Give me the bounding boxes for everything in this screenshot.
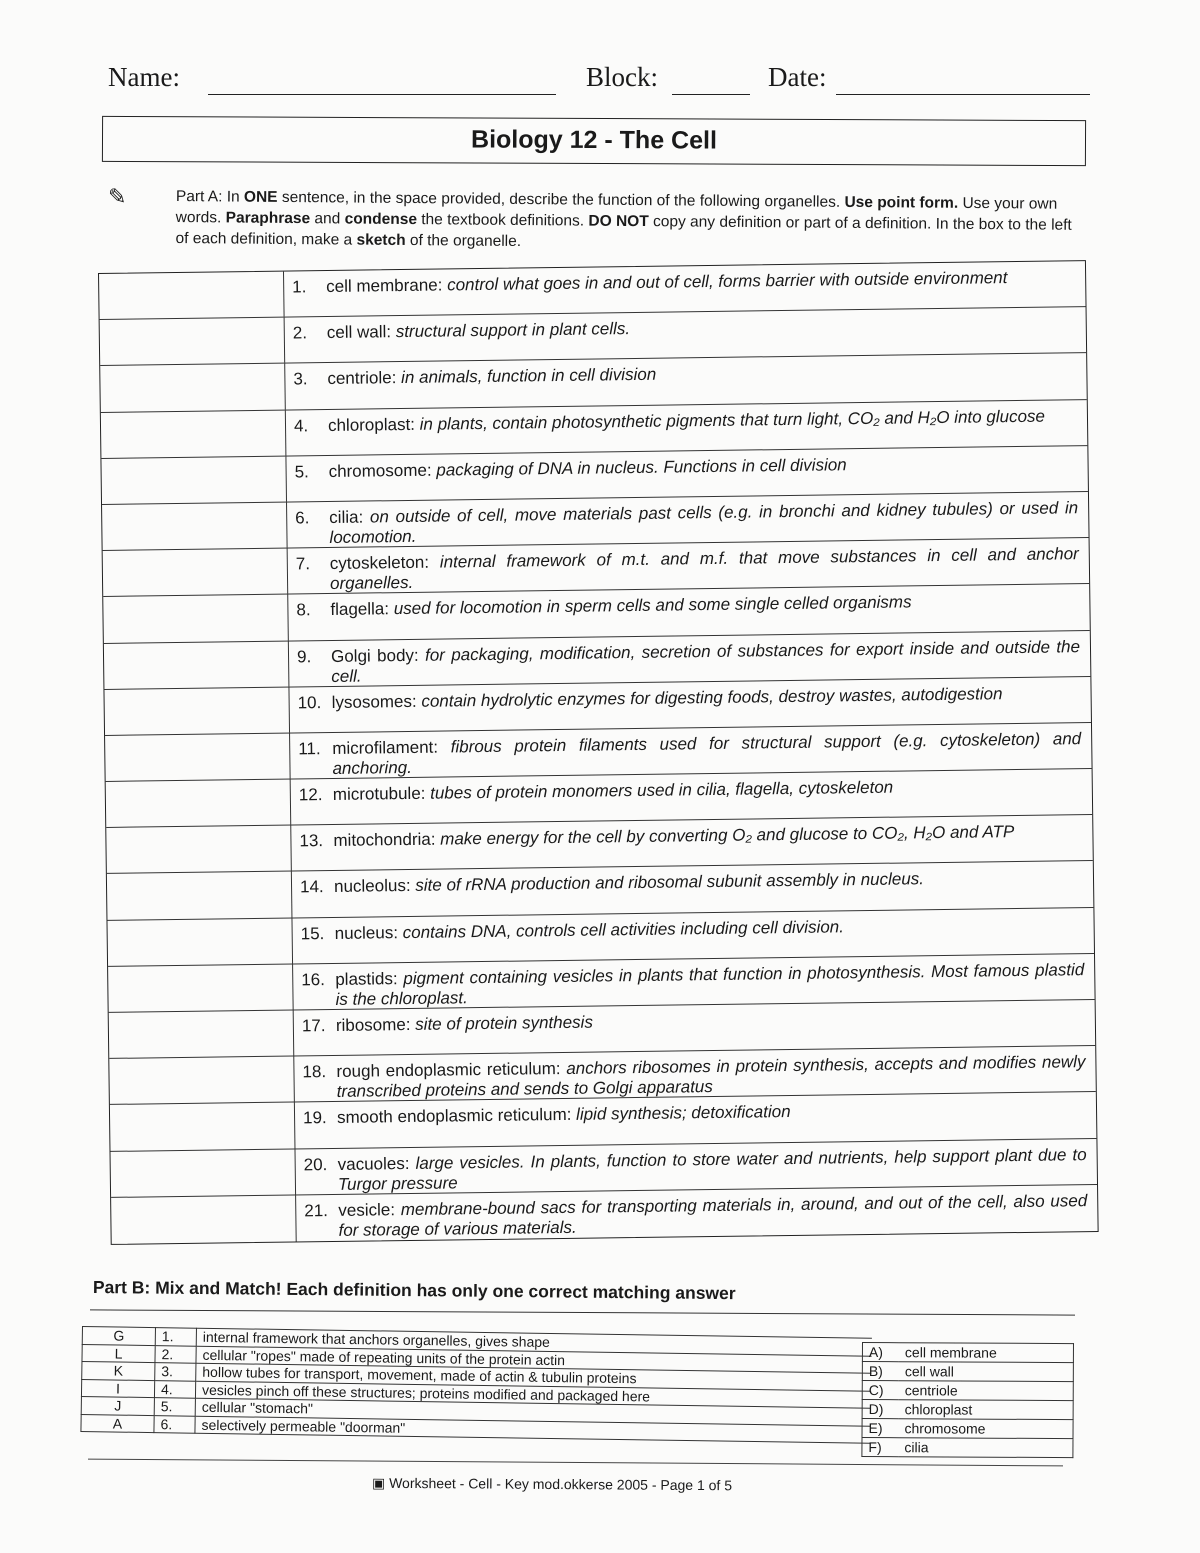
- definition-text: [338, 1191, 1087, 1241]
- title-box: [102, 116, 1086, 166]
- organelle-term: cytoskeleton:: [329, 552, 440, 574]
- option-row: [862, 1362, 1073, 1382]
- pencil-icon: ✎: [108, 184, 127, 209]
- answer-cell[interactable]: K: [82, 1362, 155, 1381]
- sketch-box[interactable]: [100, 318, 286, 366]
- option-letter: D): [862, 1400, 899, 1419]
- item-number: 3.: [155, 1363, 196, 1381]
- organelle-table: [98, 260, 1099, 1245]
- sketch-box[interactable]: [109, 1057, 295, 1105]
- sketch-box[interactable]: [108, 964, 294, 1012]
- sketch-box[interactable]: [103, 549, 289, 597]
- option-row: [862, 1419, 1073, 1439]
- organelle-definition: site of rRNA production and ribosomal subunit assembly in nucleus.: [415, 869, 925, 896]
- definition-cell: [296, 1185, 1098, 1242]
- item-number: 1.: [155, 1328, 196, 1346]
- worksheet-icon: ▣: [371, 1474, 386, 1491]
- item-number: 16.: [301, 969, 326, 990]
- answer-cell[interactable]: A: [81, 1414, 154, 1433]
- footer-text: Worksheet - Cell - Key mod.okkerse 2005 - Page 1 of 5: [389, 1474, 733, 1494]
- organelle-term: cell membrane:: [326, 275, 448, 297]
- item-number: 6.: [295, 508, 310, 528]
- match-definition: cellular "stomach": [195, 1398, 871, 1426]
- organelle-term: mitochondria:: [333, 829, 441, 851]
- match-definition: vesicles pinch off these structures; proteins modified and packaged here: [195, 1381, 871, 1409]
- organelle-definition: on outside of cell, move materials past cells (e.g. in bronchi and kidney tubules) or used in locomotion.: [329, 498, 1079, 547]
- item-number: 20.: [303, 1154, 328, 1174]
- organelle-term: microtubule:: [332, 783, 431, 805]
- organelle-term: smooth endoplasmic reticulum:: [336, 1105, 577, 1128]
- option-label: chromosome: [898, 1419, 1073, 1439]
- organelle-definition: internal framework of m.t. and m.f. that move substances in cell and anchor organelles.: [329, 544, 1079, 594]
- organelle-definition: packaging of DNA in nucleus. Functions in cell division: [436, 454, 847, 480]
- organelle-term: chromosome:: [328, 460, 437, 481]
- organelle-definition: make energy for the cell by converting O₂ and glucose to CO₂, H₂O and ATP: [440, 822, 1015, 849]
- instr-text: the textbook definitions.: [416, 211, 589, 230]
- organelle-definition: used for locomotion in sperm cells and some single celled organisms: [393, 592, 912, 619]
- organelle-definition: tubes of protein monomers used in cilia, flagella, cytoskeleton: [430, 777, 894, 803]
- instr-text: sentence, in the space provided, describe the function of the following organelles.: [277, 188, 845, 211]
- divider: [90, 1309, 1075, 1315]
- item-number: 21.: [304, 1200, 329, 1221]
- match-definitions-table: [80, 1326, 871, 1444]
- item-number: 12.: [298, 785, 323, 805]
- organelle-definition: in animals, function in cell division: [400, 365, 657, 388]
- header: [108, 62, 1100, 106]
- item-number: 5.: [154, 1398, 195, 1416]
- option-letter: B): [862, 1362, 899, 1381]
- match-definition: cellular "ropes" made of repeating units of the protein actin: [196, 1346, 872, 1374]
- organelle-term: plastids:: [335, 968, 404, 989]
- instr-text: and: [310, 210, 345, 228]
- sketch-box[interactable]: [110, 1149, 296, 1197]
- organelle-term: rough endoplasmic reticulum:: [336, 1059, 567, 1082]
- sketch-box[interactable]: [105, 733, 291, 781]
- item-number: 2.: [292, 323, 308, 343]
- block-label: Block:: [586, 62, 658, 92]
- instructions: [175, 186, 1080, 257]
- item-number: 10.: [297, 692, 322, 713]
- option-letter: C): [862, 1381, 899, 1400]
- item-number: 13.: [299, 831, 324, 851]
- organelle-term: centriole:: [327, 368, 402, 389]
- organelle-term: nucleus:: [334, 922, 403, 943]
- answer-cell[interactable]: J: [81, 1396, 154, 1415]
- item-number: 15.: [300, 923, 325, 944]
- item-number: 3.: [293, 369, 308, 389]
- option-letter: A): [862, 1343, 899, 1362]
- name-field[interactable]: [208, 94, 556, 95]
- option-label: cell membrane: [899, 1343, 1074, 1363]
- sketch-box[interactable]: [100, 364, 286, 412]
- organelle-term: flagella:: [330, 599, 394, 620]
- organelle-definition: site of protein synthesis: [415, 1012, 594, 1034]
- organelle-term: vacuoles:: [337, 1153, 416, 1174]
- instr-emph: Use point form.: [844, 193, 959, 212]
- organelle-definition: membrane-bound sacs for transporting materials in, around, and out of the cell, also used for storage of various materials.: [338, 1190, 1088, 1240]
- sketch-box[interactable]: [107, 918, 293, 966]
- name-label: Name:: [108, 62, 180, 92]
- option-row: [862, 1400, 1073, 1420]
- organelle-definition: lipid synthesis; detoxification: [575, 1102, 791, 1125]
- organelle-term: Golgi body:: [330, 645, 426, 666]
- answer-cell[interactable]: L: [82, 1344, 155, 1363]
- part-b-heading: Part B: Mix and Match! Each definition has only one correct matching answer: [92, 1277, 736, 1304]
- block-field[interactable]: [672, 94, 750, 95]
- item-number: 1.: [292, 277, 307, 297]
- option-letter: F): [862, 1438, 899, 1457]
- organelle-definition: structural support in plant cells.: [395, 319, 631, 342]
- option-label: cilia: [898, 1438, 1073, 1458]
- match-options-table: [861, 1342, 1074, 1458]
- sketch-box[interactable]: [101, 410, 287, 458]
- sketch-box[interactable]: [102, 502, 288, 550]
- option-row: [862, 1343, 1073, 1363]
- organelle-definition: control what goes in and out of cell, forms barrier with outside environment: [446, 268, 1008, 295]
- sketch-box[interactable]: [104, 687, 290, 735]
- footer: [372, 1475, 732, 1495]
- sketch-box[interactable]: [104, 641, 290, 689]
- instr-emph: condense: [344, 210, 418, 229]
- item-number: 4.: [154, 1380, 195, 1398]
- item-number: 17.: [301, 1016, 326, 1036]
- footer-divider: [88, 1459, 1063, 1467]
- sketch-box[interactable]: [107, 872, 293, 920]
- organelle-term: ribosome:: [335, 1014, 416, 1035]
- match-definition: internal framework that anchors organelles, gives shape: [196, 1328, 872, 1356]
- organelle-definition: for packaging, modification, secretion of substances for export inside and outside the cell.: [331, 636, 1081, 686]
- instr-emph: Paraphrase: [225, 209, 311, 228]
- organelle-definition: pigment containing vesicles in plants that function in photosynthesis. Most famous plastid is the chloroplast.: [335, 959, 1085, 1009]
- sketch-box[interactable]: [101, 456, 287, 504]
- organelle-definition: contains DNA, controls cell activities including cell division.: [402, 916, 845, 942]
- organelle-term: lysosomes:: [331, 691, 422, 712]
- sketch-box[interactable]: [110, 1103, 296, 1151]
- item-number: 2.: [155, 1345, 196, 1363]
- sketch-box[interactable]: [99, 272, 285, 320]
- item-number: 19.: [302, 1108, 327, 1128]
- item-number: 18.: [302, 1062, 327, 1082]
- item-number: 7.: [295, 554, 311, 574]
- organelle-term: cell wall:: [326, 322, 396, 343]
- instr-text: Use your own words.: [175, 194, 1058, 227]
- sketch-box[interactable]: [106, 826, 292, 874]
- date-field[interactable]: [836, 94, 1090, 95]
- item-number: 4.: [293, 415, 309, 436]
- match-definition: selectively permeable "doorman": [195, 1416, 871, 1444]
- organelle-term: microfilament:: [332, 737, 451, 758]
- sketch-box[interactable]: [106, 780, 292, 828]
- organelle-definition: contain hydrolytic enzymes for digesting foods, destroy wastes, autodigestion: [421, 683, 1003, 711]
- instr-emph: sketch: [356, 231, 406, 250]
- option-label: cell wall: [899, 1362, 1074, 1382]
- option-label: chloroplast: [899, 1400, 1074, 1420]
- item-number: 6.: [154, 1415, 195, 1433]
- sketch-box[interactable]: [103, 595, 289, 643]
- item-number: 9.: [296, 646, 312, 666]
- organelle-definition: large vesicles. In plants, function to store water and nutrients, help support plant due to Turgor pressure: [337, 1144, 1087, 1194]
- option-row: [862, 1438, 1073, 1458]
- item-number: 5.: [294, 462, 309, 482]
- organelle-term: chloroplast:: [327, 414, 420, 435]
- page-title: Biology 12 - The Cell: [471, 125, 718, 155]
- option-row: [862, 1381, 1073, 1401]
- organelle-definition: in plants, contain photosynthetic pigments that turn light, CO₂ and H₂O into glucose: [419, 406, 1046, 434]
- sketch-box[interactable]: [111, 1195, 297, 1244]
- organelle-definition: fibrous protein filaments used for structural support (e.g. cytoskeleton) and anchoring.: [332, 729, 1082, 778]
- organelle-term: nucleolus:: [333, 876, 416, 897]
- date-label: Date:: [768, 62, 827, 92]
- instr-emph: ONE: [243, 188, 278, 206]
- instr-text: copy any definition or part of a definition. In the box to the left of each definition, make a: [175, 213, 1072, 249]
- option-letter: E): [862, 1419, 899, 1438]
- answer-cell[interactable]: G: [82, 1327, 155, 1346]
- item-number: 11.: [298, 739, 321, 759]
- match-definition: hollow tubes for transport, movement, made of actin & tubulin proteins: [196, 1363, 872, 1391]
- organelle-definition: anchors ribosomes in protein synthesis, accepts and modifies newly transcribed proteins and sends to Golgi apparatus: [336, 1052, 1086, 1102]
- organelle-term: vesicle:: [338, 1199, 401, 1220]
- item-number: 14.: [299, 877, 324, 897]
- sketch-box[interactable]: [109, 1011, 295, 1059]
- option-label: centriole: [899, 1381, 1074, 1401]
- instr-text: of the organelle.: [405, 232, 522, 251]
- organelle-term: cilia:: [329, 507, 371, 527]
- item-number: 8.: [296, 600, 311, 620]
- answer-cell[interactable]: I: [81, 1379, 154, 1398]
- instr-text: Part A: In: [175, 187, 245, 206]
- instr-emph: DO NOT: [588, 212, 649, 231]
